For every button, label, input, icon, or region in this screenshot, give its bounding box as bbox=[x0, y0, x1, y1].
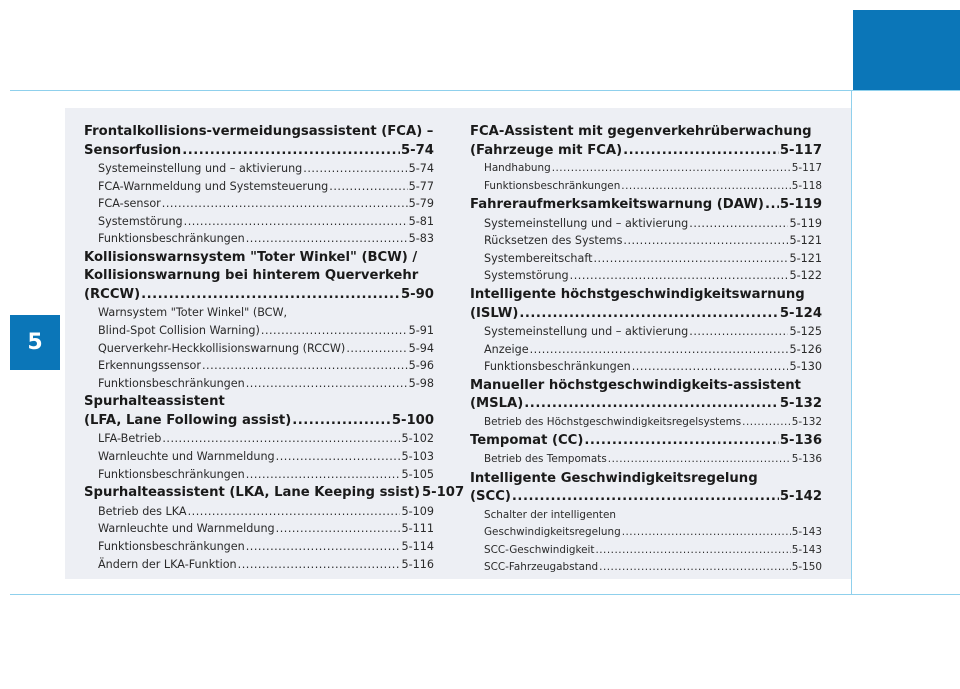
section-heading-entry-text: Tempomat (CC) bbox=[470, 433, 584, 449]
toc-section bbox=[470, 377, 822, 432]
section-heading-entry[interactable] bbox=[84, 286, 434, 305]
leader-dots bbox=[742, 414, 791, 432]
toc-item-page: 5-94 bbox=[408, 341, 434, 355]
leader-dots bbox=[246, 230, 408, 248]
toc-item-text: Systembereitschaft bbox=[484, 251, 593, 265]
toc-section bbox=[470, 286, 822, 376]
section-heading-entry-page: 5-74 bbox=[400, 142, 434, 158]
bottom-divider bbox=[10, 594, 960, 595]
section-heading-entry-page: 5-107 bbox=[421, 485, 465, 501]
toc-item[interactable] bbox=[84, 503, 434, 521]
toc-item[interactable] bbox=[470, 559, 822, 577]
toc-item-text: SCC-Geschwindigkeit bbox=[484, 543, 595, 556]
toc-item[interactable] bbox=[84, 195, 434, 213]
toc-item-text: Funktionsbeschränkungen bbox=[484, 360, 631, 374]
leader-dots bbox=[622, 524, 791, 542]
toc-item-page: 5-102 bbox=[401, 432, 434, 446]
leader-dots bbox=[519, 305, 778, 324]
toc-item-page: 5-103 bbox=[401, 450, 434, 464]
leader-dots bbox=[512, 488, 779, 507]
toc-item-page: 5-91 bbox=[408, 324, 434, 338]
leader-dots bbox=[184, 213, 408, 231]
toc-item[interactable] bbox=[84, 160, 434, 178]
section-heading-entry-text: (ISLW) bbox=[470, 305, 519, 321]
toc-item-text: Querverkehr-Heckkollisionswarnung (RCCW) bbox=[98, 341, 346, 355]
section-heading-entry-page: 5-117 bbox=[779, 142, 822, 158]
leader-dots bbox=[182, 142, 400, 161]
section-heading-entry-page: 5-100 bbox=[391, 412, 434, 428]
toc-item-text: Funktionsbeschränkungen bbox=[98, 467, 245, 481]
leader-dots bbox=[292, 412, 391, 431]
toc-item-text: Geschwindigkeitsregelung bbox=[484, 526, 621, 539]
section-heading-entry-page: 5-124 bbox=[779, 305, 822, 321]
toc-item[interactable] bbox=[470, 232, 822, 250]
leader-dots bbox=[621, 178, 791, 196]
toc-item-page: 5-79 bbox=[408, 197, 434, 211]
toc-item-page: 5-111 bbox=[401, 522, 434, 536]
leader-dots bbox=[594, 250, 789, 268]
toc-left-column bbox=[84, 123, 465, 574]
leader-dots bbox=[238, 556, 401, 574]
leader-dots bbox=[689, 215, 788, 233]
toc-item-text: Rücksetzen des Systems bbox=[484, 234, 623, 248]
section-heading-entry-text: (Fahrzeuge mit FCA) bbox=[470, 142, 623, 158]
toc-item-page: 5-132 bbox=[791, 415, 822, 428]
toc-section bbox=[84, 393, 434, 483]
toc-item-text: Systemeinstellung und – aktivierung bbox=[484, 216, 689, 230]
toc-item[interactable] bbox=[84, 556, 434, 574]
section-heading-entry-text: Spurhalteassistent (LKA, Lane Keeping ssist) bbox=[84, 485, 420, 501]
leader-dots bbox=[765, 196, 779, 215]
toc-item-page: 5-96 bbox=[408, 359, 434, 373]
toc-item-page: 5-136 bbox=[791, 452, 822, 465]
section-heading-entry-page: 5-136 bbox=[779, 433, 822, 449]
section-heading-entry-page: 5-142 bbox=[779, 489, 822, 505]
leader-dots bbox=[608, 451, 791, 469]
toc-item-text: Schalter der intelligenten bbox=[484, 508, 616, 521]
toc-item[interactable] bbox=[84, 178, 434, 196]
toc-item[interactable] bbox=[84, 375, 434, 393]
chapter-tab bbox=[853, 10, 960, 90]
section-heading-entry-text: Fahreraufmerksamkeitswarnung (DAW) bbox=[470, 197, 764, 213]
toc-item-page: 5-109 bbox=[401, 504, 434, 518]
toc-item[interactable] bbox=[470, 341, 822, 359]
leader-dots bbox=[689, 323, 788, 341]
toc-item-text: Systemstörung bbox=[484, 269, 569, 283]
toc-item-page: 5-143 bbox=[791, 543, 822, 556]
toc-item[interactable] bbox=[84, 322, 434, 340]
leader-dots bbox=[276, 520, 401, 538]
toc-item-page: 5-143 bbox=[791, 526, 822, 539]
toc-item[interactable] bbox=[470, 358, 822, 376]
toc-item-page: 5-119 bbox=[789, 216, 822, 230]
section-heading-entry-page: 5-119 bbox=[779, 197, 822, 213]
section-heading-entry[interactable] bbox=[84, 142, 434, 161]
toc-item-page: 5-105 bbox=[401, 467, 434, 481]
toc-section bbox=[470, 196, 822, 285]
leader-dots bbox=[599, 559, 791, 577]
toc-item-page: 5-114 bbox=[401, 539, 434, 553]
leader-dots bbox=[141, 286, 400, 305]
toc-item-text: Betrieb des Höchstgeschwindigkeitsregelsystems bbox=[484, 415, 742, 428]
leader-dots bbox=[202, 357, 408, 375]
toc-item[interactable] bbox=[470, 542, 822, 560]
toc-item-text: Systemstörung bbox=[98, 214, 183, 228]
section-heading[interactable]: Intelligente Geschwindigkeitsregelung bbox=[470, 470, 758, 486]
leader-dots bbox=[595, 542, 790, 560]
section-heading-entry[interactable] bbox=[84, 484, 465, 503]
leader-dots bbox=[584, 432, 778, 451]
toc-item-page: 5-117 bbox=[791, 162, 822, 174]
section-heading[interactable]: Spurhalteassistent bbox=[84, 394, 225, 410]
toc-section bbox=[470, 123, 822, 195]
toc-item-text: Funktionsbeschränkungen bbox=[484, 179, 621, 192]
toc-item-text: Systemeinstellung und – aktivierung bbox=[484, 325, 689, 339]
toc-item-page: 5-121 bbox=[789, 234, 822, 248]
leader-dots bbox=[623, 142, 779, 161]
section-heading-entry-text: Sensorfusion bbox=[84, 142, 182, 158]
leader-dots bbox=[246, 375, 408, 393]
section-heading-entry[interactable] bbox=[470, 305, 822, 324]
section-heading[interactable]: Manueller höchstgeschwindigkeits-assistent bbox=[470, 377, 801, 393]
toc-item-text: Blind-Spot Collision Warning) bbox=[98, 324, 260, 338]
section-heading-entry[interactable] bbox=[470, 432, 822, 451]
toc-item[interactable] bbox=[470, 160, 822, 178]
leader-dots bbox=[246, 466, 401, 484]
toc-item[interactable] bbox=[470, 507, 822, 525]
toc-item[interactable] bbox=[84, 430, 434, 448]
toc-section bbox=[470, 470, 822, 577]
leader-dots bbox=[303, 160, 407, 178]
toc-item-page: 5-77 bbox=[408, 179, 434, 193]
leader-dots bbox=[162, 430, 400, 448]
section-heading-entry-page: 5-132 bbox=[779, 396, 822, 412]
toc-item-text: LFA-Betrieb bbox=[98, 432, 162, 446]
toc-item-text: Erkennungssensor bbox=[98, 359, 201, 373]
toc-item-text: Warnsystem "Toter Winkel" (BCW, bbox=[98, 306, 288, 320]
toc-item[interactable] bbox=[84, 213, 434, 231]
toc-section bbox=[84, 484, 465, 573]
chapter-number: 5 bbox=[10, 315, 60, 370]
toc-item[interactable] bbox=[470, 250, 822, 268]
section-heading[interactable]: Intelligente höchstgeschwindigkeitswarnung bbox=[470, 287, 805, 303]
section-heading-entry-text: (LFA, Lane Following assist) bbox=[84, 412, 292, 428]
section-heading-entry-text: (MSLA) bbox=[470, 396, 524, 412]
toc-item-page: 5-126 bbox=[789, 342, 822, 356]
leader-dots bbox=[346, 340, 407, 358]
toc-item-page: 5-83 bbox=[408, 232, 434, 246]
toc-item-page: 5-130 bbox=[789, 360, 822, 374]
section-heading-entry-text: (SCC) bbox=[470, 489, 511, 505]
toc-right-column bbox=[470, 123, 822, 578]
section-heading[interactable]: Frontalkollisions-vermeidungsassistent (FCA) – bbox=[84, 124, 434, 139]
section-heading-entry[interactable] bbox=[470, 142, 822, 161]
leader-dots bbox=[276, 448, 401, 466]
toc-item[interactable] bbox=[470, 267, 822, 285]
side-divider bbox=[851, 90, 852, 594]
toc-item-text: Warnleuchte und Warnmeldung bbox=[98, 522, 275, 536]
toc-item-text: Funktionsbeschränkungen bbox=[98, 376, 245, 390]
toc-item-page: 5-150 bbox=[791, 561, 822, 574]
section-heading-entry-text: (RCCW) bbox=[84, 286, 141, 302]
section-heading-entry[interactable] bbox=[470, 196, 822, 215]
toc-item-text: Funktionsbeschränkungen bbox=[98, 232, 245, 246]
toc-item-text: FCA-sensor bbox=[98, 197, 161, 211]
toc-item-page: 5-121 bbox=[789, 251, 822, 265]
section-heading[interactable]: FCA-Assistent mit gegenverkehrüberwachung bbox=[470, 124, 812, 139]
leader-dots bbox=[632, 358, 789, 376]
toc-item-page: 5-118 bbox=[791, 179, 822, 192]
toc-section bbox=[470, 432, 822, 468]
toc-item-page: 5-98 bbox=[408, 376, 434, 390]
toc-item-page: 5-74 bbox=[408, 162, 434, 175]
toc-item-page: 5-81 bbox=[408, 214, 434, 228]
leader-dots bbox=[570, 267, 789, 285]
toc-item[interactable] bbox=[84, 357, 434, 375]
leader-dots bbox=[162, 195, 408, 213]
toc-item-text: FCA-Warnmeldung und Systemsteuerung bbox=[98, 179, 329, 193]
leader-dots bbox=[261, 322, 408, 340]
leader-dots bbox=[530, 341, 789, 359]
toc-item-page: 5-125 bbox=[789, 325, 822, 339]
top-divider bbox=[10, 90, 960, 91]
toc-item-text: SCC-Fahrzeugabstand bbox=[484, 561, 599, 574]
toc-item[interactable] bbox=[84, 520, 434, 538]
section-heading[interactable]: Kollisionswarnsystem "Toter Winkel" (BCW) / bbox=[84, 249, 418, 265]
toc-item[interactable] bbox=[470, 414, 822, 432]
leader-dots bbox=[246, 538, 401, 556]
toc-item-text: Funktionsbeschränkungen bbox=[98, 539, 245, 553]
section-heading[interactable]: Kollisionswarnung bei hinterem Querverkehr bbox=[84, 268, 419, 284]
toc-item[interactable] bbox=[470, 215, 822, 233]
toc-item-page: 5-116 bbox=[401, 557, 434, 571]
toc-item-text: Systemeinstellung und – aktivierung bbox=[98, 162, 303, 175]
leader-dots bbox=[329, 178, 407, 196]
toc-item-text: Betrieb des Tempomats bbox=[484, 452, 607, 465]
toc-item-text: Handhabung bbox=[484, 162, 551, 174]
toc-item[interactable] bbox=[470, 451, 822, 469]
toc-item[interactable] bbox=[470, 524, 822, 542]
toc-item[interactable] bbox=[470, 323, 822, 341]
toc-section bbox=[84, 249, 434, 392]
section-heading-entry[interactable] bbox=[470, 488, 822, 507]
toc-item-page: 5-122 bbox=[789, 269, 822, 283]
toc-item[interactable] bbox=[470, 178, 822, 196]
toc-item[interactable] bbox=[84, 466, 434, 484]
leader-dots bbox=[524, 395, 779, 414]
section-heading-entry[interactable] bbox=[470, 395, 822, 414]
toc-item[interactable] bbox=[84, 230, 434, 248]
toc-item-text: Betrieb des LKA bbox=[98, 504, 187, 518]
toc-item[interactable] bbox=[84, 448, 434, 466]
toc-item-text: Warnleuchte und Warnmeldung bbox=[98, 450, 275, 464]
toc-item[interactable] bbox=[84, 304, 434, 322]
leader-dots bbox=[188, 503, 401, 521]
section-heading-entry-page: 5-90 bbox=[400, 286, 434, 302]
toc-item[interactable] bbox=[84, 538, 434, 556]
toc-item-text: Anzeige bbox=[484, 342, 529, 356]
leader-dots bbox=[552, 160, 791, 178]
toc-item-text: Ändern der LKA-Funktion bbox=[98, 557, 237, 571]
section-heading-entry[interactable] bbox=[84, 412, 434, 431]
leader-dots bbox=[623, 232, 788, 250]
toc-section bbox=[84, 123, 434, 248]
toc-item[interactable] bbox=[84, 340, 434, 358]
